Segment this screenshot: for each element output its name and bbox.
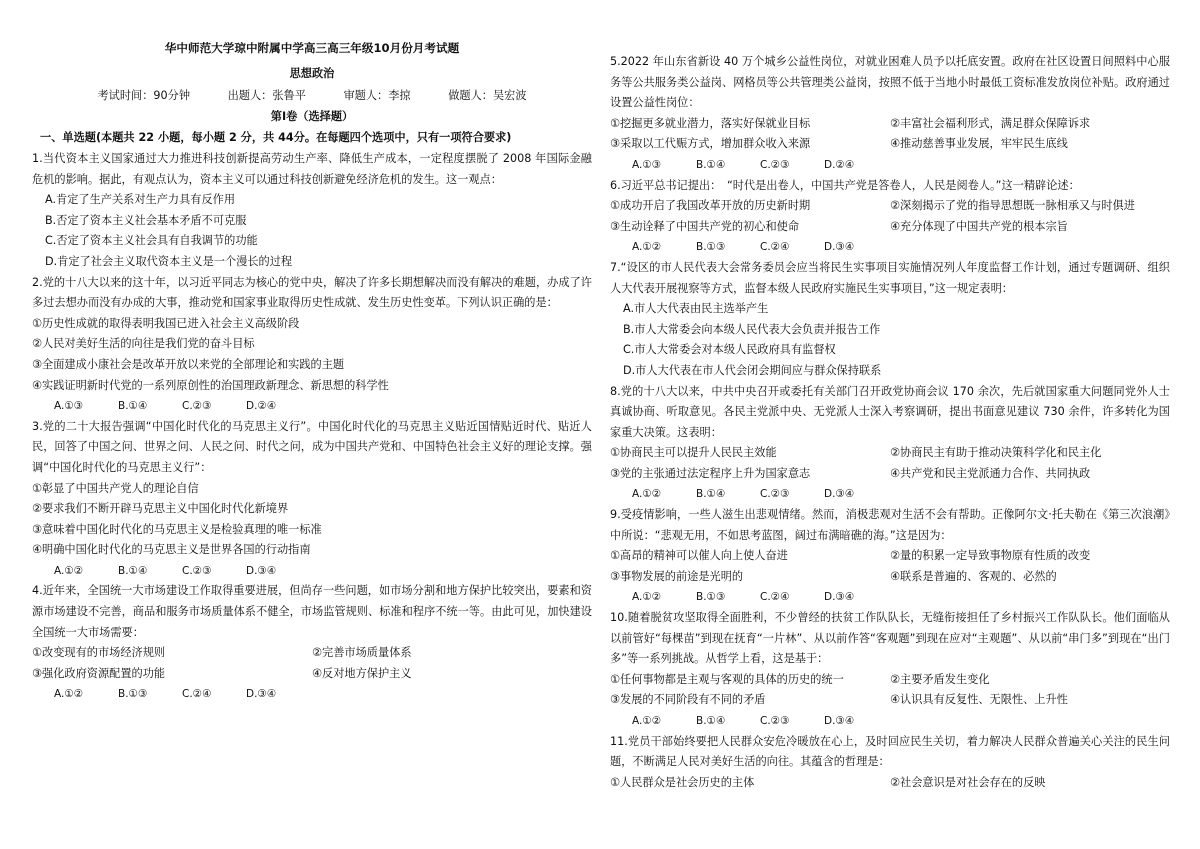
choice-a: A.①②: [632, 488, 662, 501]
statement-3: ③事物发展的前途是光明的: [610, 569, 744, 583]
choice-a: A.①③: [54, 400, 84, 413]
exam-duration: 考试时间：90分钟: [97, 89, 191, 102]
choice-c: C.②③: [182, 400, 212, 413]
option-c: C.市人大常委会对本级人民政府具有监督权: [623, 343, 836, 357]
statement-3: ③全面建成小康社会是改革开放以来党的全部理论和实践的主题: [32, 357, 345, 371]
choice-b: B.①④: [696, 715, 726, 727]
question-5: [610, 52, 1170, 176]
option-d: D.市人大代表在市人代会闭会期间应与群众保持联系: [623, 363, 882, 377]
choice-d: D.②④: [246, 400, 277, 413]
statement-grid: [610, 773, 1170, 794]
answer-choices: [610, 587, 1170, 608]
choice-c: C.②④: [760, 591, 790, 604]
option-a: A.肯定了生产关系对生产力具有反作用: [45, 193, 236, 207]
option-a: A.市人大代表由民主选举产生: [623, 302, 769, 316]
statement-2: ②量的积累一定导致事物原有性质的改变: [890, 549, 1091, 563]
question-11: [610, 732, 1170, 794]
answer-choices: [610, 711, 1170, 732]
statement-3: ③发展的不同阶段有不同的矛盾: [610, 693, 766, 707]
statement-grid: [610, 196, 1170, 237]
left-column: [32, 0, 592, 705]
statement-4: ④认识具有反复性、无限性、上升性: [890, 693, 1068, 707]
statement-2: ②人民对美好生活的向往是我们党的奋斗目标: [32, 337, 255, 351]
choice-b: B.①③: [696, 241, 726, 254]
exam-reviewer: 审题人：李掠: [343, 89, 411, 102]
choice-c: C.②④: [182, 688, 212, 701]
exam-subject: 思想政治: [289, 67, 335, 80]
statement-3: ③强化政府资源配置的功能: [32, 666, 166, 680]
question-9: [610, 505, 1170, 608]
answer-choices: [32, 396, 592, 417]
choice-c: C.②③: [760, 158, 790, 171]
paper-part-heading: 第Ⅰ卷（选择题）: [270, 110, 354, 123]
choice-a: A.①②: [54, 564, 84, 577]
choice-c: C.②③: [760, 488, 790, 501]
question-text: 7.“设区的市人民代表大会常务委员会应当将民生实事项目实施情况列人年度监督工作计划，通过专题调研、组织人大代表开展视察等方式，监督本级人民政府实施民生实事项目，”这一规定表明：: [610, 260, 1170, 295]
question-text: 5.2022 年山东省新设 40 万个城乡公益性岗位，对就业困难人员予以托底安置。政府在社区设置日间照料中心服务等公共服务类公益岗、网格员等公共管理类公益岗，按照不低于当地小时最低工资标准发放岗位补贴。政府通过设置公益性岗位：: [610, 55, 1170, 110]
choice-d: D.③④: [246, 688, 277, 701]
question-2: [32, 273, 592, 417]
statement-1: ①高昂的精神可以催人向上使人奋进: [610, 549, 788, 563]
statement-1: ①协商民主可以提升人民民主效能: [610, 446, 777, 460]
choice-b: B.①④: [118, 564, 148, 577]
question-3: [32, 417, 592, 582]
option-c: C.否定了资本主义社会具有自我调节的功能: [45, 234, 258, 248]
section-heading: 一、单选题(本题共 22 小题，每小题 2 分，共 44分。在每题四个选项中，只有一项符合要求): [40, 131, 512, 144]
statement-1: ①历史性成就的取得表明我国已进入社会主义高级阶段: [32, 316, 300, 330]
option-b: B.否定了资本主义社会基本矛盾不可克服: [45, 213, 247, 227]
question-text: 10.随着脱贫攻坚取得全面胜利，不少曾经的扶贫工作队队长，无缝衔接担任了乡村振兴工作队队长。他们面临从以前管好“每棵苗”到现在抚育“一片林”、从以前作答“客观题”到现在应对“主观题”、从以前“串门多”到现在“出门多”等一系列挑战。从哲学上看，这是基于：: [610, 611, 1170, 666]
choice-c: C.②③: [760, 715, 790, 727]
answer-choices: [32, 561, 592, 582]
answer-choices: [610, 155, 1170, 176]
statement-grid: [32, 643, 592, 684]
question-text: 3.党的二十大报告强调“中国化时代化的马克思主义行”。中国化时代化的马克思主义贴近国情贴近时代、贴近人民，回答了中国之问、世界之问、人民之问、时代之问，成为中国共产党和、中国特色社会主义好的理论支撑。强调“中国化时代化的马克思主义行”：: [32, 419, 592, 474]
choice-a: A.①②: [54, 688, 84, 701]
question-text: 1.当代资本主义国家通过大力推进科技创新提高劳动生产率、降低生产成本，一定程度摆脱了 2008 年国际金融危机的影响。据此，有观点认为，资本主义可以通过科技创新避免经济危机的发生。这一观点：: [32, 152, 592, 186]
statement-grid: [610, 114, 1170, 155]
statement-grid: [610, 443, 1170, 484]
statement-4: ④明确中国化时代化的马克思主义是世界各国的行动指南: [32, 543, 311, 557]
exam-info: [32, 87, 592, 105]
question-7: [610, 258, 1170, 382]
question-10: [610, 608, 1170, 732]
choice-b: B.①④: [696, 488, 726, 501]
answer-choices: [32, 684, 592, 705]
statement-1: ①挖掘更多就业潜力，落实好保就业目标: [610, 116, 811, 130]
choice-d: D.③④: [824, 591, 855, 604]
question-text: 8.党的十八大以来，中共中央召开或委托有关部门召开政党协商会议 170 余次，先后就国家重大问题同党外人士真诚协商、听取意见。各民主党派中央、无党派人士深入考察调研，提出书面意见建议 730 余件，许多转化为国家重大决策。这表明：: [610, 384, 1170, 439]
statement-3: ③采取以工代赈方式，增加群众收入来源: [610, 137, 811, 151]
choice-b: B.①③: [696, 591, 726, 604]
statement-1: ①彰显了中国共产党人的理论自信: [32, 481, 199, 495]
question-1: [32, 149, 592, 273]
statement-2: ②深刻揭示了党的指导思想既一脉相承又与时俱进: [890, 199, 1135, 213]
statement-2: ②要求我们不断开辟马克思主义中国化时代化新境界: [32, 502, 289, 516]
question-text: 6.习近平总书记提出： “时代是出卷人，中国共产党是答卷人，人民是阅卷人。”这一精辟论述：: [610, 178, 1080, 192]
statement-4: ④联系是普遍的、客观的、必然的: [890, 569, 1057, 583]
choice-b: B.①④: [118, 400, 148, 413]
choice-a: A.①②: [632, 241, 662, 254]
question-text: 11.党员干部始终要把人民群众安危冷暖放在心上，及时回应民生关切，着力解决人民群众普遍关心关注的民生问题，不断满足人民对美好生活的向往。其蕴含的哲理是：: [610, 734, 1170, 769]
answer-choices: [610, 484, 1170, 505]
statement-2: ②主要矛盾发生变化: [890, 672, 990, 686]
choice-b: B.①④: [696, 158, 726, 171]
statement-grid: [610, 546, 1170, 587]
statement-grid: [610, 670, 1170, 711]
choice-a: A.①②: [632, 591, 662, 604]
option-d: D.肯定了社会主义取代资本主义是一个漫长的过程: [45, 254, 293, 268]
statement-3: ③意味着中国化时代化的马克思主义是检验真理的唯一标准: [32, 522, 322, 536]
answer-choices: [610, 237, 1170, 258]
statement-4: ④共产党和民主党派通力合作、共同执政: [890, 466, 1091, 480]
statement-2: ②丰富社会福利形式，满足群众保障诉求: [890, 116, 1091, 130]
question-6: [610, 176, 1170, 258]
choice-d: D.③④: [824, 241, 855, 254]
choice-a: A.①②: [632, 715, 662, 727]
statement-2: ②完善市场质量体系: [312, 646, 412, 660]
choice-d: D.③④: [824, 488, 855, 501]
exam-tester: 做题人：吴宏波: [448, 89, 527, 102]
option-b: B.市人大常委会向本级人民代表大会负责并报告工作: [623, 322, 881, 336]
exam-title: 华中师范大学琼中附属中学高三高三年级10月份月考试题: [164, 41, 460, 55]
choice-c: C.②③: [182, 564, 212, 577]
question-text: 9.受疫情影响，一些人滋生出悲观情绪。然而，消极悲观对生活不会有帮助。正像阿尔文·托夫勒在《第三次浪潮》中所说：“悲观无用，不如思考蓝图，阔过布满暗礁的海。”这是因为：: [610, 508, 1170, 542]
question-4: [32, 581, 592, 705]
statement-4: ④实践证明新时代党的一系列原创性的治国理政新理念、新思想的科学性: [32, 378, 389, 392]
statement-2: ②社会意识是对社会存在的反映: [890, 775, 1046, 789]
statement-1: ①成功开启了我国改革开放的历史新时期: [610, 199, 811, 213]
statement-4: ④充分体现了中国共产党的根本宗旨: [890, 219, 1068, 233]
question-text: 2.党的十八大以来的这十年，以习近平同志为核心的党中央，解决了许多长期想解决而没有解决的难题，办成了许多过去想办而没有办成的大事，推动党和国家事业取得历史性成就、发生历史性变革。下列认识正确的是：: [32, 275, 592, 310]
statement-3: ③党的主张通过法定程序上升为国家意志: [610, 466, 811, 480]
right-column: [610, 0, 1170, 793]
choice-a: A.①③: [632, 158, 662, 171]
choice-d: D.③④: [824, 715, 855, 727]
question-8: [610, 382, 1170, 506]
question-text: 4.近年来，全国统一大市场建设工作取得重要进展，但尚存一些问题，如市场分割和地方保护比较突出，要素和资源市场建设不完善，商品和服务市场质量体系不健全，市场监管规则、标准和程序不统一等。由此可见，加快建设全国统一大市场需要：: [32, 584, 592, 639]
statement-2: ②协商民主有助于推动决策科学化和民主化: [890, 446, 1102, 460]
exam-author: 出题人：张鲁平: [227, 89, 306, 102]
statement-3: ③生动诠释了中国共产党的初心和使命: [610, 219, 800, 233]
statement-4: ④推动慈善事业发展，牢牢民生底线: [890, 137, 1068, 151]
statement-1: ①改变现有的市场经济规则: [32, 646, 166, 660]
statement-4: ④反对地方保护主义: [312, 666, 412, 680]
statement-1: ①任何事物都是主观与客观的具体的历史的统一: [610, 672, 844, 686]
choice-d: D.②④: [824, 158, 855, 171]
statement-1: ①人民群众是社会历史的主体: [610, 775, 755, 789]
choice-b: B.①③: [118, 688, 148, 701]
choice-c: C.②④: [760, 241, 790, 254]
choice-d: D.③④: [246, 564, 277, 577]
